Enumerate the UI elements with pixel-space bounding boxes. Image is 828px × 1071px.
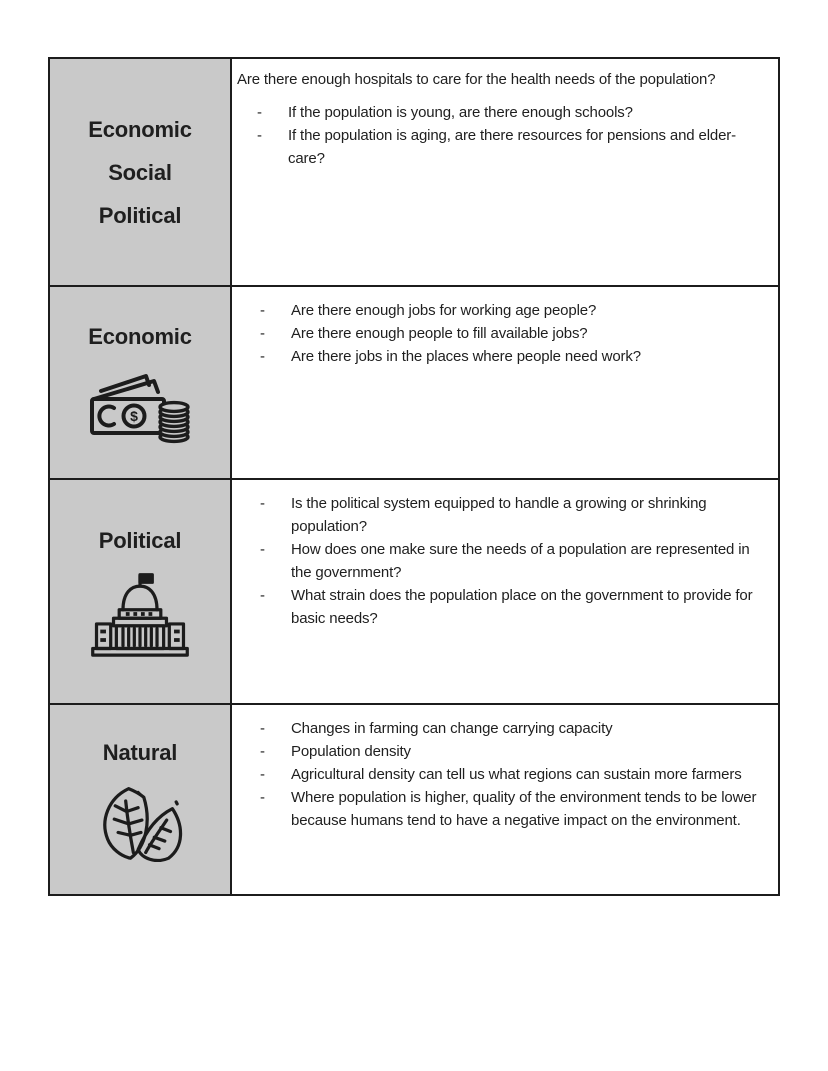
category-cell-economic: [50, 287, 232, 478]
category-label: Political: [98, 202, 182, 228]
list-item: [260, 538, 766, 584]
category-label: Political: [98, 527, 182, 553]
list-item: [260, 584, 766, 630]
bullet-dash: -: [260, 743, 265, 760]
list-item: [257, 124, 766, 170]
category-label: Social: [108, 159, 172, 185]
intro-text: Are there enough hospitals to care for the health needs of the population?: [237, 71, 716, 88]
content-cell: [232, 59, 778, 285]
bullet-list: [240, 299, 766, 368]
bullet-text: If the population is young, are there enough schools?: [288, 104, 633, 121]
category-cell-natural: [50, 705, 232, 894]
category-cell-social-overview: [50, 59, 232, 285]
bullet-dash: -: [260, 302, 265, 319]
category-label: Economic: [88, 116, 192, 142]
bullet-dash: -: [257, 127, 262, 144]
list-item: [260, 763, 766, 786]
category-label: Natural: [102, 739, 178, 765]
content-cell: [232, 287, 778, 478]
bullet-dash: -: [260, 541, 265, 558]
leaves-icon: [96, 782, 184, 862]
bullet-text: Agricultural density can tell us what regions can sustain more farmers: [291, 766, 742, 783]
bullet-text: If the population is aging, are there resources for pensions and elder-care?: [288, 127, 736, 167]
list-item: [260, 717, 766, 740]
list-item: [260, 322, 766, 345]
bullet-dash: -: [260, 325, 265, 342]
category-cell-political: [50, 480, 232, 703]
bullet-list: [237, 101, 766, 170]
list-item: [260, 299, 766, 322]
bullet-dash: -: [260, 495, 265, 512]
list-item: [260, 345, 766, 368]
content-cell: [232, 480, 778, 703]
bullet-text: Are there enough people to fill available jobs?: [291, 325, 588, 342]
category-label: Economic: [88, 323, 192, 349]
capitol-icon: [88, 570, 192, 658]
bullet-text: How does one make sure the needs of a population are represented in the government?: [291, 541, 750, 581]
bullet-list: [240, 717, 766, 832]
bullet-text: What strain does the population place on the government to provide for basic needs?: [291, 587, 753, 627]
bullet-list: [240, 492, 766, 630]
bullet-text: Is the political system equipped to handle a growing or shrinking population?: [291, 495, 707, 535]
bullet-text: Changes in farming can change carrying capacity: [291, 720, 613, 737]
bullet-text: Are there jobs in the places where people need work?: [291, 348, 641, 365]
bullet-dash: -: [260, 348, 265, 365]
list-item: [260, 740, 766, 763]
table-row-social-overview: [50, 59, 778, 287]
table-row-political: [50, 480, 778, 705]
bullet-dash: -: [257, 104, 262, 121]
bullet-text: Are there enough jobs for working age people?: [291, 302, 597, 319]
table-row-natural: [50, 705, 778, 894]
categories-table: [48, 57, 780, 896]
list-item: [260, 492, 766, 538]
list-item: [260, 786, 766, 832]
bullet-text: Where population is higher, quality of the environment tends to be lower because humans tend to have a negative impact on the environment.: [291, 789, 757, 829]
list-item: [257, 101, 766, 124]
svg-text:$: $: [130, 407, 138, 424]
bullet-dash: -: [260, 789, 265, 806]
money-icon: [88, 366, 192, 444]
content-cell: [232, 705, 778, 894]
bullet-text: Population density: [291, 743, 411, 760]
bullet-dash: -: [260, 587, 265, 604]
bullet-dash: -: [260, 720, 265, 737]
bullet-dash: -: [260, 766, 265, 783]
table-row-economic: [50, 287, 778, 480]
